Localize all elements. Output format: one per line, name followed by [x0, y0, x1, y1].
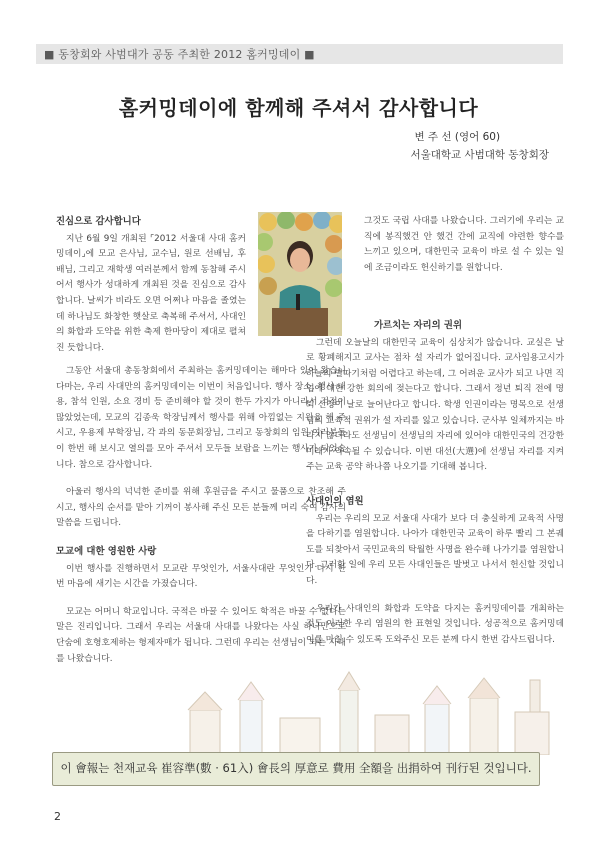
paragraph: 우리가 사대인의 화합과 도약을 다지는 홈커밍데이를 개최하는 것도 이러한 우리 염원의 한 표현일 것입니다. 성공적으로 홈커밍데이를 마칠 수 있도록 도와주신 모든 분께 다시 한번 감사드립니다. — [306, 603, 564, 645]
paragraph: 이번 행사를 진행하면서 모교란 무엇인가, 서울사대란 무엇인가 다시 한번 마음에 새기는 시간을 가졌습니다. — [56, 563, 346, 590]
left-column — [56, 214, 246, 368]
paragraph: 그동안 서울대 총동창회에서 주최하는 홈커밍데이는 해마다 있어 왔습니다마는, 우리 사대만의 홈커밍데이는 이번이 처음입니다. 행사 장소, 행사 내용, 참석 인원, 소요 경비 등 준비해야 할 것이 한두 가지가 아니라서 걱정이 많았었는데, 모교의 김종욱 학장님께서 행사를 위해 아낌없는 지원을 해 주시고, 우용제 부학장님, 각 과의 동문회장님, 그리고 동창회의 임원 여러분들이 한번 해 보시고 열의를 모아 주셔서 모두들 보람을 느끼는 행사가 되었습니다. 참으로 감사합니다. — [56, 366, 346, 470]
paragraph: 지난 6월 9일 개최된 ⌜2012 서울대 사대 홈커밍데이⌟에 모교 은사님, 교수님, 원로 선배님, 후배님, 그리고 재학생 여러분께서 함께 동참해 주시어서 행사가 성대하게 개최된 것을 진심으로 감사합니다. 날씨가 비라도 오면 어쩌나 마음을 졸였는데 하나님도 화창한 햇살로 축복해 주셔서, 사대인의 화합과 도약을 위한 축제 한마당이 제대로 펼쳐진 듯합니다. — [56, 233, 246, 353]
paragraph: 우리는 우리의 모교 서울대 사대가 보다 더 충실하게 교육적 사명을 다하기를 염원합니다. 나아가 대한민국 교육이 하루 빨리 그 본궤도를 되찾아서 국민교육의 탁월한 사명을 완수해 나가기를 염원합니다. 그러한 일에 우리 모든 사대인들은 발벗고 나서서 헌신할 것입니다. — [306, 513, 564, 586]
section-heading: 모교에 대한 영원한 사랑 — [56, 545, 157, 557]
article-title: 홈커밍데이에 함께해 주셔서 감사합니다 — [118, 96, 479, 120]
sponsor-notice-text: 이 會報는 천재교육 崔容準(數 · 61入) 會長의 厚意로 費用 全額을 出捐하여 刊行된 것입니다. — [60, 761, 532, 775]
page-number: 2 — [54, 810, 61, 823]
paragraph: 그런데 오늘날의 대한민국 교육이 심상치가 않습니다. 교실은 날로 황폐해지고 교사는 점차 설 자리가 없어집니다. 교사임용고시가 하늘의 별따기처럼 어렵다고 하는데, 그 어려운 교사가 되고 나면 직업에 대한 강한 회의에 젖는다고 합니다. 그래서 정년 퇴직 전에 명퇴 신청이 날로 늘어난다고 합니다. 학생 인권이라는 명목으로 선생님의 교육적 권위가 설 자리를 잃고 있습니다. 군사부 일체까지는 바라지 않더라도 선생님이 선생님의 자리에 있어야 대한민국의 건강한 미래가 약속될 수 있습니다. 이번 대선(大選)에 선생님 자리를 지켜주는 교육 공약 하나쯤 나오기를 기대해 봅니다. — [306, 337, 564, 473]
section-header-title: ■ 동창회와 사범대가 공동 주최한 2012 홈커밍데이 ■ — [44, 48, 315, 61]
author-position: 서울대학교 사범대학 동창회장 — [410, 149, 549, 161]
section-heading: 사대인의 염원 — [306, 495, 364, 507]
paragraph: 그것도 국립 사대를 나왔습니다. 그러기에 우리는 교직에 봉직했건 안 했건 간에 교직에 야련한 향수를 느끼고 있으며, 대한민국 교육이 바로 설 수 있는 일에 조금이라도 헌신하기를 원합니다. — [364, 216, 564, 273]
left-column-wide — [56, 364, 346, 679]
right-column-lower — [306, 318, 564, 660]
decorative-town-illustration — [170, 660, 570, 755]
paragraph: 모교는 어머니 학교입니다. 국적은 바꿀 수 있어도 학적은 바꿀 수 없다는 말은 진리입니다. 그래서 우리는 서울대 사대를 나왔다는 사실 하나만으로 단숨에 호형호제하는 형제자매가 됩니다. 그런데 우리는 선생님이 되는 사대를 나왔습니다. — [56, 606, 346, 664]
right-column — [364, 214, 564, 288]
author-byline — [410, 128, 549, 164]
section-heading: 가르치는 자리의 권위 — [374, 320, 463, 331]
paragraph: 아울러 행사의 넉넉한 준비를 위해 후원금을 주시고 물품으로 찬조해 주시고, 행사의 순서를 맡아 기꺼이 봉사해 주신 모든 분들께 머리 숙여 감사의 말씀을 드립니다. — [56, 487, 346, 529]
section-heading: 진심으로 감사합니다 — [56, 216, 141, 227]
author-name: 변 주 선 (영어 60) — [414, 131, 501, 143]
